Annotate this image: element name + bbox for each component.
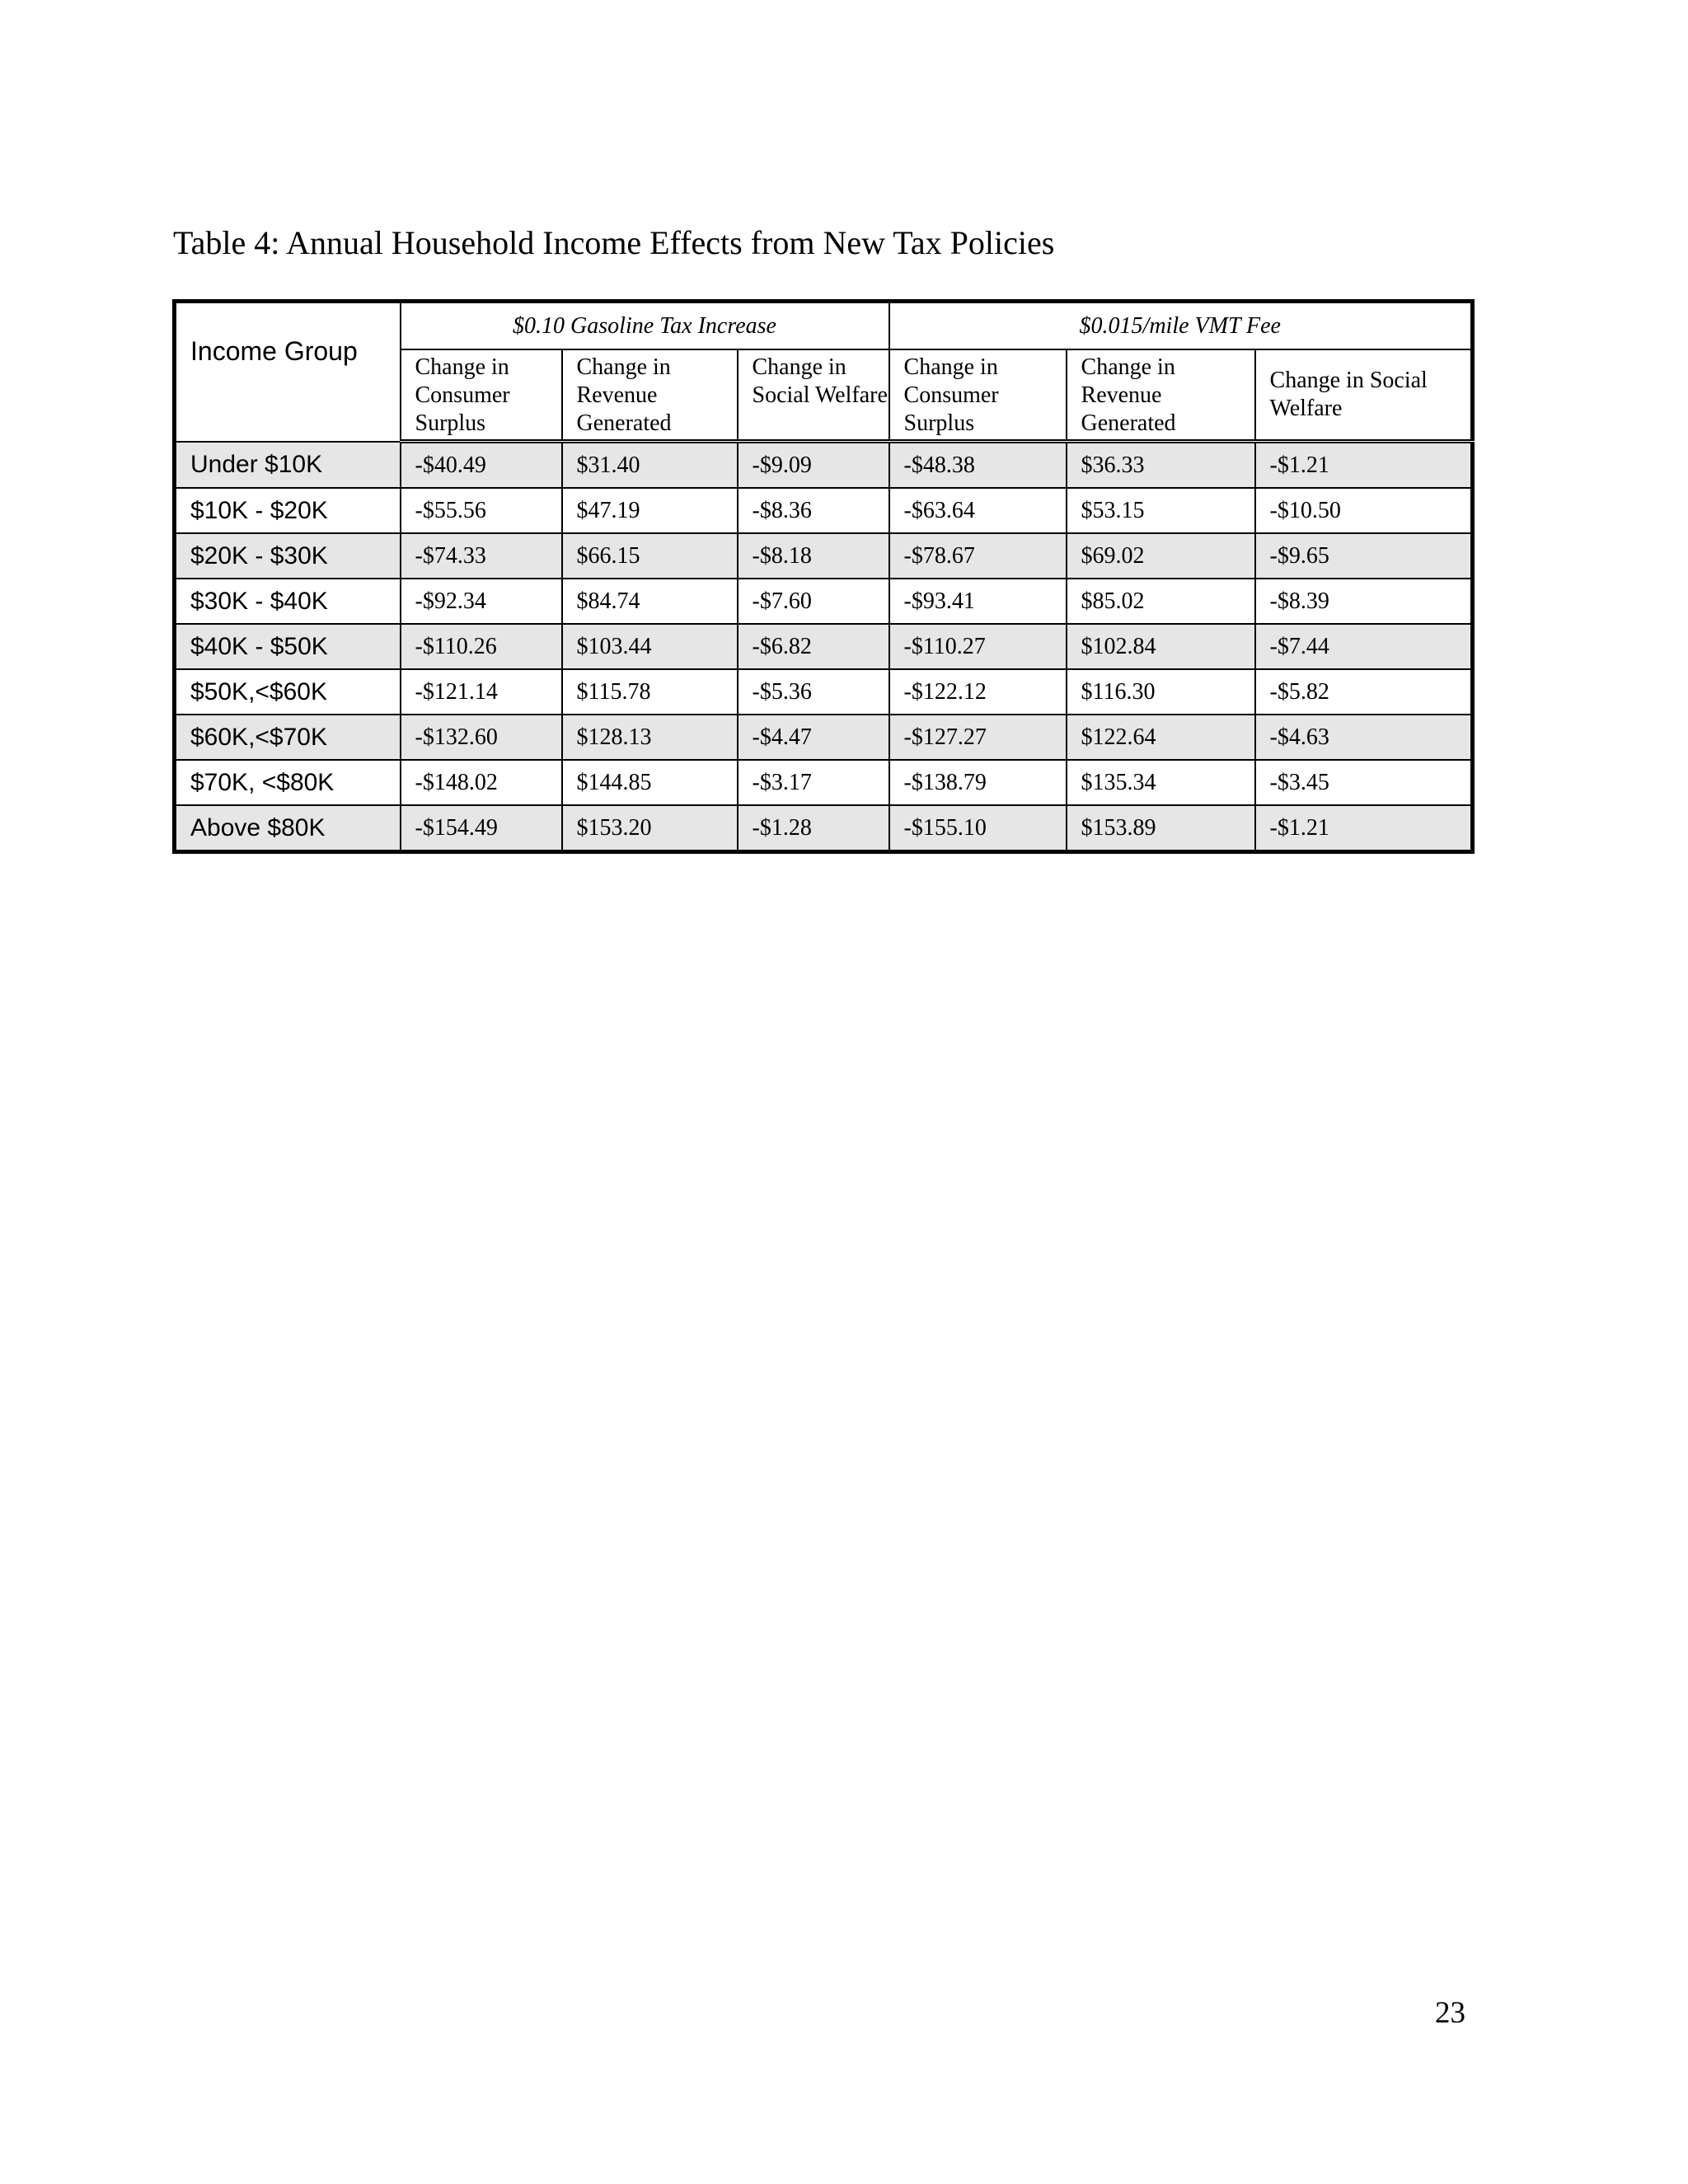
table-row	[175, 488, 1473, 533]
data-cell: $135.34	[1067, 760, 1255, 805]
data-cell: -$8.18	[738, 533, 889, 579]
data-cell: -$7.44	[1255, 624, 1473, 669]
data-cell: -$154.49	[401, 805, 562, 852]
data-cell: -$6.82	[738, 624, 889, 669]
column-header: Change in Consumer Surplus	[889, 349, 1067, 442]
table-row	[175, 624, 1473, 669]
data-cell: -$127.27	[889, 715, 1067, 760]
data-cell: -$8.39	[1255, 579, 1473, 624]
data-cell: -$121.14	[401, 669, 562, 715]
income-group-header: Income Group	[175, 302, 401, 442]
data-cell: $31.40	[562, 442, 738, 489]
data-cell: -$5.36	[738, 669, 889, 715]
data-cell: $69.02	[1067, 533, 1255, 579]
data-cell: -$148.02	[401, 760, 562, 805]
data-cell: -$74.33	[401, 533, 562, 579]
column-header: Change in Social Welfare	[738, 349, 889, 442]
data-cell: -$9.65	[1255, 533, 1473, 579]
income-group-cell: Above $80K	[175, 805, 401, 852]
data-cell: $85.02	[1067, 579, 1255, 624]
data-cell: $47.19	[562, 488, 738, 533]
data-cell: -$78.67	[889, 533, 1067, 579]
income-group-cell: $10K - $20K	[175, 488, 401, 533]
data-cell: -$7.60	[738, 579, 889, 624]
data-cell: -$8.36	[738, 488, 889, 533]
table-row	[175, 579, 1473, 624]
table-row	[175, 760, 1473, 805]
data-cell: $153.89	[1067, 805, 1255, 852]
data-cell: $153.20	[562, 805, 738, 852]
data-cell: -$92.34	[401, 579, 562, 624]
income-group-cell: Under $10K	[175, 442, 401, 489]
data-cell: -$40.49	[401, 442, 562, 489]
data-cell: $102.84	[1067, 624, 1255, 669]
vmt-fee-group-header: $0.015/mile VMT Fee	[889, 302, 1473, 350]
data-cell: -$10.50	[1255, 488, 1473, 533]
data-cell: -$1.21	[1255, 442, 1473, 489]
table-row	[175, 669, 1473, 715]
data-cell: -$93.41	[889, 579, 1067, 624]
data-cell: -$63.64	[889, 488, 1067, 533]
data-cell: $84.74	[562, 579, 738, 624]
page-number: 23	[1435, 1996, 1465, 2030]
data-cell: -$3.45	[1255, 760, 1473, 805]
data-cell: $116.30	[1067, 669, 1255, 715]
data-cell: $36.33	[1067, 442, 1255, 489]
column-header: Change in Consumer Surplus	[401, 349, 562, 442]
income-group-cell: $20K - $30K	[175, 533, 401, 579]
data-cell: -$155.10	[889, 805, 1067, 852]
column-header: Change in Revenue Generated	[1067, 349, 1255, 442]
data-cell: -$4.47	[738, 715, 889, 760]
income-group-cell: $40K - $50K	[175, 624, 401, 669]
data-cell: -$110.27	[889, 624, 1067, 669]
data-cell: -$4.63	[1255, 715, 1473, 760]
data-cell: -$110.26	[401, 624, 562, 669]
table-row	[175, 533, 1473, 579]
data-cell: $66.15	[562, 533, 738, 579]
column-header: Change in Revenue Generated	[562, 349, 738, 442]
data-cell: -$9.09	[738, 442, 889, 489]
income-group-cell: $70K, <$80K	[175, 760, 401, 805]
column-header: Change in Social Welfare	[1255, 349, 1473, 442]
table-row	[175, 805, 1473, 852]
income-group-cell: $50K,<$60K	[175, 669, 401, 715]
data-cell: -$3.17	[738, 760, 889, 805]
data-cell: $144.85	[562, 760, 738, 805]
data-cell: $122.64	[1067, 715, 1255, 760]
group-header-row	[175, 302, 1473, 350]
data-cell: -$138.79	[889, 760, 1067, 805]
income-effects-table	[172, 299, 1475, 854]
data-cell: $103.44	[562, 624, 738, 669]
data-cell: -$132.60	[401, 715, 562, 760]
data-cell: $53.15	[1067, 488, 1255, 533]
income-group-cell: $30K - $40K	[175, 579, 401, 624]
table-row	[175, 715, 1473, 760]
data-cell: -$1.21	[1255, 805, 1473, 852]
data-cell: -$5.82	[1255, 669, 1473, 715]
data-cell: -$55.56	[401, 488, 562, 533]
table-caption: Table 4: Annual Household Income Effects from New Tax Policies	[173, 224, 1055, 261]
data-cell: -$1.28	[738, 805, 889, 852]
gasoline-tax-group-header: $0.10 Gasoline Tax Increase	[401, 302, 889, 350]
data-cell: -$48.38	[889, 442, 1067, 489]
data-cell: $115.78	[562, 669, 738, 715]
income-group-cell: $60K,<$70K	[175, 715, 401, 760]
data-cell: $128.13	[562, 715, 738, 760]
data-cell: -$122.12	[889, 669, 1067, 715]
table-row	[175, 442, 1473, 489]
